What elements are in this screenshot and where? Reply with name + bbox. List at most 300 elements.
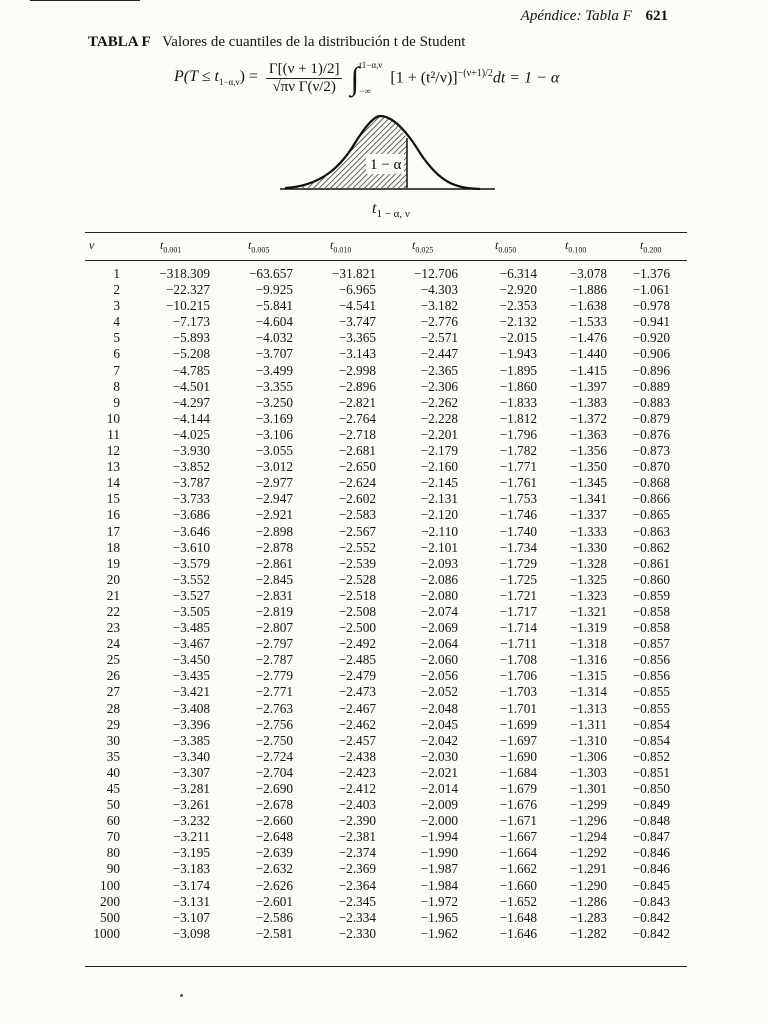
table-row — [85, 395, 670, 411]
quantile-cell: −1.684 — [499, 764, 537, 780]
quantile-cell: −1.376 — [632, 266, 670, 281]
quantile-cell: −0.856 — [632, 652, 670, 668]
row-df-cell: 35 — [106, 748, 120, 764]
table-row — [85, 491, 670, 507]
quantile-cell: −2.101 — [420, 539, 458, 555]
table-title — [88, 34, 465, 51]
row-df-cell: 4 — [113, 314, 120, 330]
table-row — [85, 668, 670, 684]
table-row — [85, 749, 670, 765]
quantile-cell: −2.052 — [420, 684, 458, 700]
quantile-cell: −0.842 — [632, 909, 670, 925]
table-row — [85, 620, 670, 636]
quantile-cell: −2.977 — [255, 475, 293, 491]
quantile-cell: −1.328 — [569, 555, 607, 571]
quantile-cell: −1.895 — [499, 362, 537, 378]
row-df-cell: 18 — [106, 539, 120, 555]
table-row — [85, 845, 670, 861]
row-df-cell: 45 — [106, 781, 120, 796]
row-df-cell: 15 — [106, 491, 120, 507]
column-header-0: ν — [89, 238, 95, 252]
quantile-cell: −0.851 — [632, 764, 670, 780]
quantile-cell: −1.415 — [569, 362, 607, 378]
row-df-cell: 20 — [106, 571, 120, 587]
quantile-cell: −1.333 — [569, 523, 607, 539]
quantile-cell: −3.485 — [172, 620, 210, 636]
quantile-cell: −2.626 — [255, 877, 293, 893]
quantile-cell: −3.579 — [172, 555, 210, 571]
quantile-cell: −2.074 — [420, 603, 458, 619]
quantile-cell: −2.120 — [420, 507, 458, 523]
table-row — [85, 765, 670, 781]
quantile-cell: −10.215 — [165, 298, 210, 314]
quantile-cell: −2.797 — [255, 636, 293, 652]
quantile-cell: −2.131 — [420, 491, 458, 507]
quantile-cell: −1.476 — [569, 330, 607, 346]
quantile-cell: −3.467 — [172, 636, 210, 652]
quantile-cell: −6.965 — [338, 282, 376, 298]
table-row — [85, 507, 670, 523]
quantile-cell: −1.994 — [420, 829, 458, 845]
column-header-row — [85, 238, 687, 256]
table-row — [85, 266, 670, 282]
running-head — [521, 8, 668, 25]
table-row — [85, 588, 670, 604]
quantile-cell: −3.307 — [172, 764, 210, 780]
integral-lower-limit: −∞ — [359, 86, 371, 96]
quantile-cell: −2.228 — [420, 410, 458, 426]
quantile-cell: −1.282 — [569, 925, 607, 941]
quantile-cell: −1.782 — [499, 443, 537, 459]
quantile-cell: −0.856 — [632, 668, 670, 684]
quantile-cell: −3.365 — [338, 330, 376, 346]
row-df-cell: 12 — [106, 443, 120, 459]
quantile-cell: −2.412 — [338, 781, 376, 796]
quantile-cell: −1.962 — [420, 925, 458, 941]
quantile-cell: −1.356 — [569, 443, 607, 459]
quantile-cell: −2.681 — [338, 443, 376, 459]
quantile-cell: −0.868 — [632, 475, 670, 491]
quantile-cell: −3.421 — [172, 684, 210, 700]
density-curve-figure — [280, 108, 500, 203]
row-df-cell: 13 — [106, 459, 120, 475]
quantile-cell: −1.812 — [499, 410, 537, 426]
row-df-cell: 5 — [113, 330, 120, 346]
quantile-cell: −2.132 — [499, 314, 537, 330]
quantile-cell: −2.160 — [420, 459, 458, 475]
quantile-cell: −1.286 — [569, 893, 607, 909]
quantile-table — [85, 266, 670, 942]
quantile-cell: −0.847 — [632, 829, 670, 845]
page-speck — [180, 994, 183, 997]
quantile-cell: −2.021 — [420, 764, 458, 780]
quantile-cell: −1.679 — [499, 781, 537, 796]
quantile-cell: −2.485 — [338, 652, 376, 668]
quantile-cell: −2.624 — [338, 475, 376, 491]
quantile-cell: −1.664 — [499, 845, 537, 861]
table-row — [85, 636, 670, 652]
table-row — [85, 684, 670, 700]
quantile-cell: −2.014 — [420, 781, 458, 796]
row-df-cell: 80 — [106, 845, 120, 861]
quantile-cell: −1.290 — [569, 877, 607, 893]
quantile-cell: −1.319 — [569, 620, 607, 636]
quantile-cell: −12.706 — [413, 266, 458, 281]
quantile-cell: −4.025 — [172, 426, 210, 442]
quantile-cell: −2.045 — [420, 716, 458, 732]
quantile-cell: −7.173 — [172, 314, 210, 330]
quantile-cell: −3.450 — [172, 652, 210, 668]
row-df-cell: 2 — [113, 282, 120, 298]
quantile-cell: −2.334 — [338, 909, 376, 925]
quantile-cell: −1.725 — [499, 571, 537, 587]
quantile-cell: −1.662 — [499, 861, 537, 877]
quantile-cell: −2.056 — [420, 668, 458, 684]
quantile-cell: −2.898 — [255, 523, 293, 539]
quantile-cell: −1.708 — [499, 652, 537, 668]
quantile-cell: −3.261 — [172, 797, 210, 813]
running-head-text: Apéndice: Tabla F — [520, 8, 632, 24]
quantile-cell: −0.860 — [632, 571, 670, 587]
quantile-cell: −1.323 — [569, 587, 607, 603]
quantile-cell: −0.879 — [632, 410, 670, 426]
quantile-cell: −1.703 — [499, 684, 537, 700]
table-row — [85, 556, 670, 572]
quantile-cell: −0.846 — [632, 861, 670, 877]
integral-upper-limit: t1−α,ν — [359, 60, 383, 70]
quantile-cell: −1.721 — [499, 587, 537, 603]
t-density-curve — [280, 108, 500, 198]
table-row — [85, 894, 670, 910]
row-df-cell: 7 — [113, 362, 120, 378]
table-row — [85, 282, 670, 298]
quantile-cell: −2.030 — [420, 748, 458, 764]
quantile-cell: −1.697 — [499, 732, 537, 748]
table-row — [85, 379, 670, 395]
quantile-cell: −0.883 — [632, 394, 670, 410]
formula-numerator: Γ[(ν + 1)/2] — [266, 61, 343, 79]
quantile-cell: −3.281 — [172, 781, 210, 796]
column-header-2: $t_{0.005}$ — [248, 238, 270, 255]
quantile-cell: −1.796 — [499, 426, 537, 442]
quantile-cell: −5.208 — [172, 346, 210, 362]
quantile-cell: −3.610 — [172, 539, 210, 555]
table-row — [85, 298, 670, 314]
formula-integrand: $[1 + (t^2/\nu)]^{-(\nu+1)/2}dt = 1 - \alpha$ — [390, 68, 560, 87]
quantile-cell: −1.315 — [569, 668, 607, 684]
page-number: 621 — [645, 8, 668, 24]
quantile-cell: −2.528 — [338, 571, 376, 587]
quantile-cell: −6.314 — [499, 266, 537, 281]
quantile-cell: −2.718 — [338, 426, 376, 442]
quantile-cell: −1.314 — [569, 684, 607, 700]
quantile-cell: −1.303 — [569, 764, 607, 780]
quantile-cell: −1.667 — [499, 829, 537, 845]
quantile-cell: −1.729 — [499, 555, 537, 571]
quantile-cell: −1.671 — [499, 813, 537, 829]
quantile-cell: −2.861 — [255, 555, 293, 571]
quantile-cell: −2.581 — [255, 925, 293, 941]
quantile-cell: −1.734 — [499, 539, 537, 555]
quantile-cell: −3.211 — [173, 829, 210, 845]
quantile-cell: −2.920 — [499, 282, 537, 298]
quantile-cell: −1.313 — [569, 700, 607, 716]
quantile-cell: −3.078 — [569, 266, 607, 281]
quantile-cell: −1.350 — [569, 459, 607, 475]
quantile-cell: −3.106 — [255, 426, 293, 442]
quantile-cell: −2.479 — [338, 668, 376, 684]
quantile-cell: −5.893 — [172, 330, 210, 346]
row-df-cell: 6 — [113, 346, 120, 362]
row-df-cell: 60 — [106, 813, 120, 829]
quantile-cell: −1.714 — [499, 620, 537, 636]
quantile-cell: −0.866 — [632, 491, 670, 507]
quantile-cell: −4.144 — [172, 410, 210, 426]
quantile-cell: −1.363 — [569, 426, 607, 442]
quantile-cell: −2.015 — [499, 330, 537, 346]
quantile-cell: −1.972 — [420, 893, 458, 909]
row-df-cell: 23 — [106, 620, 120, 636]
quantile-cell: −1.701 — [499, 700, 537, 716]
table-row — [85, 572, 670, 588]
quantile-cell: −0.842 — [632, 925, 670, 941]
formula-fraction — [266, 61, 343, 96]
table-row — [85, 459, 670, 475]
table-caption: Valores de cuantiles de la distribución t de Student — [162, 34, 466, 50]
quantile-cell: −3.408 — [172, 700, 210, 716]
column-header-4: $t_{0.025}$ — [412, 238, 434, 255]
quantile-cell: −1.886 — [569, 282, 607, 298]
quantile-cell: −2.819 — [255, 603, 293, 619]
quantile-cell: −0.858 — [632, 603, 670, 619]
quantile-cell: −1.706 — [499, 668, 537, 684]
row-df-cell: 50 — [106, 797, 120, 813]
quantile-cell: −1.345 — [569, 475, 607, 491]
quantile-cell: −318.309 — [159, 266, 210, 281]
quantile-cell: −2.807 — [255, 620, 293, 636]
quantile-cell: −0.854 — [632, 732, 670, 748]
row-df-cell: 22 — [106, 603, 120, 619]
quantile-cell: −1.299 — [569, 797, 607, 813]
quantile-cell: −2.648 — [255, 829, 293, 845]
quantile-cell: −2.042 — [420, 732, 458, 748]
table-row — [85, 652, 670, 668]
quantile-cell: −1.440 — [569, 346, 607, 362]
quantile-cell: −1.291 — [569, 861, 607, 877]
quantile-cell: −3.505 — [172, 603, 210, 619]
quantile-cell: −2.345 — [338, 893, 376, 909]
cdf-formula — [174, 60, 559, 96]
quantile-cell: −2.145 — [420, 475, 458, 491]
quantile-cell: −2.048 — [420, 700, 458, 716]
quantile-cell: −3.707 — [255, 346, 293, 362]
quantile-cell: −0.889 — [632, 378, 670, 394]
quantile-cell: −1.306 — [569, 748, 607, 764]
quantile-cell: −2.660 — [255, 813, 293, 829]
row-df-cell: 1000 — [93, 925, 120, 941]
row-df-cell: 26 — [106, 668, 120, 684]
quantile-cell: −2.586 — [255, 909, 293, 925]
quantile-cell: −3.930 — [172, 443, 210, 459]
quantile-cell: −4.297 — [172, 394, 210, 410]
quantile-cell: −1.316 — [569, 652, 607, 668]
quantile-cell: −2.567 — [338, 523, 376, 539]
quantile-cell: −0.862 — [632, 539, 670, 555]
column-header-1: $t_{0.001}$ — [160, 238, 182, 255]
quantile-cell: −2.365 — [420, 362, 458, 378]
integral-sign: ∫ t1−α,ν −∞ — [350, 60, 383, 96]
quantile-cell: −3.183 — [172, 861, 210, 877]
quantile-cell: −0.846 — [632, 845, 670, 861]
formula-denominator: √πν Γ(ν/2) — [272, 78, 336, 95]
quantile-cell: −1.325 — [569, 571, 607, 587]
quantile-cell: −3.787 — [172, 475, 210, 491]
table-row — [85, 829, 670, 845]
quantile-cell: −0.876 — [632, 426, 670, 442]
quantile-cell: −2.462 — [338, 716, 376, 732]
row-df-cell: 90 — [106, 861, 120, 877]
table-row — [85, 926, 670, 942]
quantile-cell: −2.403 — [338, 797, 376, 813]
quantile-cell: −1.638 — [569, 298, 607, 314]
quantile-cell: −2.473 — [338, 684, 376, 700]
quantile-cell: −2.831 — [255, 587, 293, 603]
quantile-cell: −2.601 — [255, 893, 293, 909]
quantile-cell: −1.296 — [569, 813, 607, 829]
table-label: TABLA F — [88, 34, 151, 50]
quantile-cell: −2.779 — [255, 668, 293, 684]
quantile-cell: −0.845 — [632, 877, 670, 893]
quantile-cell: −1.699 — [499, 716, 537, 732]
quantile-cell: −1.533 — [569, 314, 607, 330]
quantile-cell: −2.353 — [499, 298, 537, 314]
quantile-cell: −2.423 — [338, 764, 376, 780]
quantile-cell: −0.858 — [632, 620, 670, 636]
quantile-cell: −2.704 — [255, 764, 293, 780]
quantile-cell: −2.771 — [255, 684, 293, 700]
column-header-6: $t_{0.100}$ — [565, 238, 587, 255]
quantile-cell: −4.785 — [172, 362, 210, 378]
row-df-cell: 40 — [106, 764, 120, 780]
row-df-cell: 11 — [107, 426, 120, 442]
quantile-cell: −2.539 — [338, 555, 376, 571]
row-df-cell: 25 — [106, 652, 120, 668]
table-row — [85, 475, 670, 491]
quantile-cell: −0.843 — [632, 893, 670, 909]
table-row — [85, 797, 670, 813]
quantile-cell: −4.541 — [338, 298, 376, 314]
quantile-cell: −0.848 — [632, 813, 670, 829]
quantile-cell: −2.921 — [255, 507, 293, 523]
quantile-cell: −2.330 — [338, 925, 376, 941]
quantile-cell: −2.110 — [421, 523, 458, 539]
quantile-cell: −0.861 — [632, 555, 670, 571]
quantile-cell: −3.182 — [420, 298, 458, 314]
quantile-cell: −1.984 — [420, 877, 458, 893]
quantile-cell: −0.855 — [632, 700, 670, 716]
quantile-cell: −2.508 — [338, 603, 376, 619]
quantile-cell: −0.863 — [632, 523, 670, 539]
quantile-cell: −2.750 — [255, 732, 293, 748]
quantile-cell: −3.747 — [338, 314, 376, 330]
row-df-cell: 30 — [106, 732, 120, 748]
quantile-cell: −9.925 — [255, 282, 293, 298]
quantile-cell: −0.873 — [632, 443, 670, 459]
quantile-cell: −1.711 — [500, 636, 537, 652]
row-df-cell: 100 — [100, 877, 120, 893]
column-header-3: $t_{0.010}$ — [330, 238, 352, 255]
quantile-cell: −1.301 — [569, 781, 607, 796]
quantile-cell: −3.131 — [172, 893, 210, 909]
row-df-cell: 500 — [100, 909, 120, 925]
quantile-cell: −0.849 — [632, 797, 670, 813]
quantile-cell: −0.870 — [632, 459, 670, 475]
table-row — [85, 443, 670, 459]
row-df-cell: 28 — [106, 700, 120, 716]
table-row — [85, 346, 670, 362]
quantile-cell: −1.372 — [569, 410, 607, 426]
quantile-cell: −2.500 — [338, 620, 376, 636]
quantile-cell: −2.492 — [338, 636, 376, 652]
table-row — [85, 813, 670, 829]
quantile-cell: −2.764 — [338, 410, 376, 426]
quantile-cell: −1.990 — [420, 845, 458, 861]
quantile-cell: −2.262 — [420, 394, 458, 410]
row-df-cell: 27 — [106, 684, 120, 700]
quantile-cell: −2.571 — [420, 330, 458, 346]
quantile-cell: −2.583 — [338, 507, 376, 523]
quantile-cell: −2.369 — [338, 861, 376, 877]
quantile-cell: −1.337 — [569, 507, 607, 523]
quantile-cell: −2.201 — [420, 426, 458, 442]
row-df-cell: 9 — [113, 394, 120, 410]
quantile-cell: −2.080 — [420, 587, 458, 603]
table-bottom-rule — [85, 966, 687, 967]
quantile-cell: −0.906 — [632, 346, 670, 362]
quantile-cell: −1.746 — [499, 507, 537, 523]
quantile-cell: −5.841 — [255, 298, 293, 314]
area-label: 1 − α — [370, 157, 402, 173]
quantile-cell: −2.086 — [420, 571, 458, 587]
quantile-cell: −3.012 — [255, 459, 293, 475]
quantile-cell: −0.920 — [632, 330, 670, 346]
quantile-cell: −1.648 — [499, 909, 537, 925]
quantile-cell: −1.383 — [569, 394, 607, 410]
row-df-cell: 70 — [106, 829, 120, 845]
table-top-rule — [85, 232, 687, 233]
quantile-cell: −2.690 — [255, 781, 293, 796]
quantile-cell: −4.032 — [255, 330, 293, 346]
quantile-cell: −1.833 — [499, 394, 537, 410]
quantile-cell: −2.447 — [420, 346, 458, 362]
quantile-cell: −2.763 — [255, 700, 293, 716]
quantile-cell: −2.821 — [338, 394, 376, 410]
quantile-cell: −22.327 — [165, 282, 210, 298]
table-row — [85, 604, 670, 620]
quantile-cell: −4.501 — [172, 378, 210, 394]
quantile-cell: −2.364 — [338, 877, 376, 893]
table-row — [85, 861, 670, 877]
quantile-cell: −2.009 — [420, 797, 458, 813]
quantile-cell: −1.761 — [499, 475, 537, 491]
quantile-cell: −1.330 — [569, 539, 607, 555]
quantile-cell: −4.604 — [255, 314, 293, 330]
row-df-cell: 21 — [106, 587, 120, 603]
quantile-cell: −3.232 — [172, 813, 210, 829]
quantile-cell: −1.771 — [499, 459, 537, 475]
quantile-cell: −1.283 — [569, 909, 607, 925]
quantile-cell: −1.717 — [499, 603, 537, 619]
